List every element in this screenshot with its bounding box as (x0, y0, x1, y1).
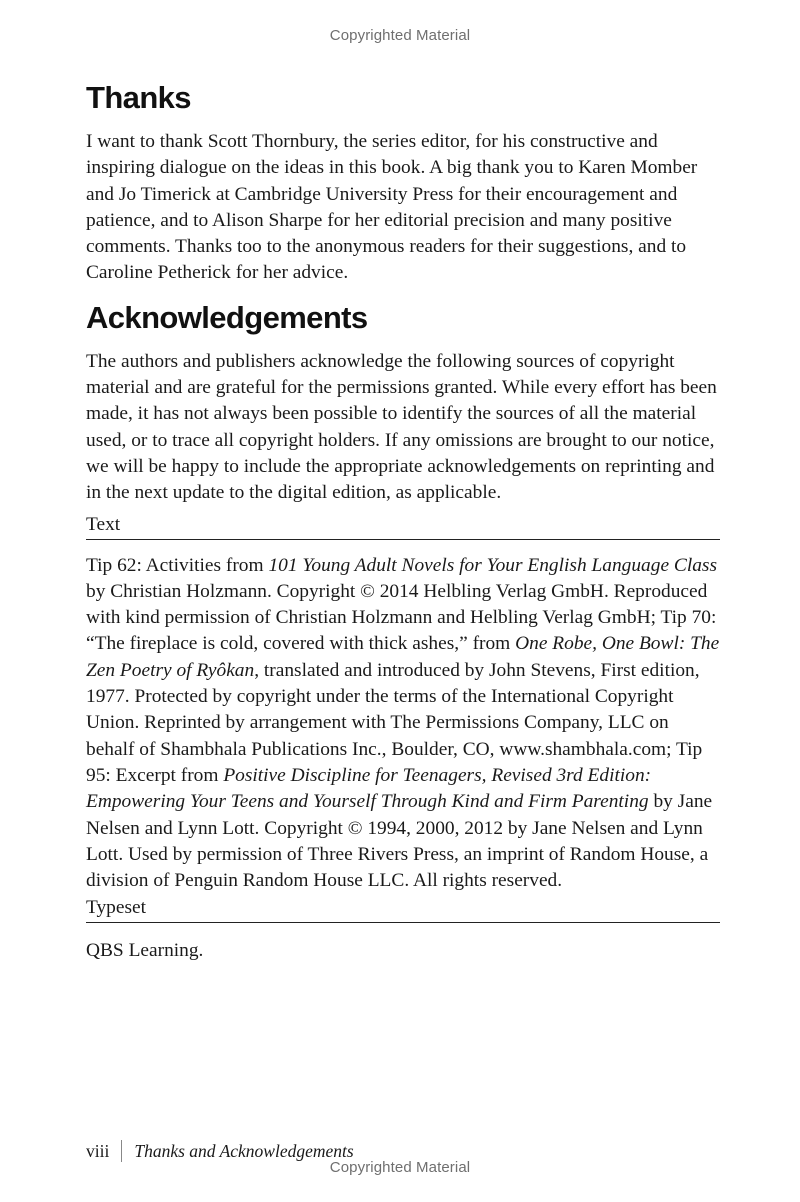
acknowledgements-paragraph: The authors and publishers acknowledge the following sources of copyright material and are grateful for the permissions granted. While every effort has been made, it has not always been possible to identify the sources of all the material used, or to trace all copyright holders. If any omissions are brought to our notice, we will be happy to include the appropriate acknowledgements on reprinting and in the next update to the digital edition, as applicable. (86, 350, 717, 504)
credit-text-1: Tip 62: Activities from (86, 554, 269, 576)
credit-text-2: by Christian Holzmann. Copyright © 2014 Helbling Verlag GmbH. Reproduced with kind permission of Christian Holzmann and Helbling Verlag GmbH; Tip 70: “The fireplace is cold, covered with thick ashes,” from (86, 580, 717, 655)
credit-text-3: , translated and introduced by John Stevens, First edition, 1977. Protected by copyright under the terms of the International Copyright Union. Reprinted by arrangement with The Permissions Company, LLC on behalf of Shambhala Publications Inc., Boulder, CO, www.shambhala.com; Tip 95: Excerpt from (86, 659, 703, 786)
book-title-101-novels: 101 Young Adult Novels for Your English Language Class (268, 554, 718, 576)
page-content (86, 78, 720, 965)
acknowledgements-heading: Acknowledgements (86, 299, 368, 335)
credit-text-4: by Jane Nelsen and Lynn Lott. Copyright © 1994, 2000, 2012 by Jane Nelsen and Lynn Lott. Used by permission of Three Rivers Press, an imprint of Random House, a division of Penguin Random House LLC. All rights reserved. (86, 791, 713, 892)
text-credits-paragraph (86, 553, 720, 895)
page-number: viii (86, 1141, 110, 1161)
text-section-label: Text (86, 512, 720, 540)
typeset-section-label: Typeset (86, 895, 720, 923)
book-title-one-robe: One Robe, One Bowl: The Zen Poetry of Ryôkan (86, 633, 720, 681)
thanks-heading: Thanks (86, 80, 191, 115)
book-title-positive-discipline: Positive Discipline for Teenagers, Revised 3rd Edition: Empowering Your Teens and Yourself Through Kind and Firm Parenting (86, 764, 652, 813)
watermark-top: Copyrighted Material (329, 27, 471, 44)
watermark-bottom: Copyrighted Material (329, 1159, 471, 1176)
running-title: Thanks and Acknowledgements (134, 1141, 354, 1161)
typeset-paragraph: QBS Learning. (86, 940, 204, 962)
thanks-paragraph: I want to thank Scott Thornbury, the series editor, for his constructive and inspiring dialogue on the ideas in this book. A big thank you to Karen Momber and Jo Timerick at Cambridge University Press for their encouragement and patience, and to Alison Sharpe for her editorial precision and many positive comments. Thanks too to the anonymous readers for their suggestions, and to Caroline Petherick for her advice. (86, 131, 698, 284)
